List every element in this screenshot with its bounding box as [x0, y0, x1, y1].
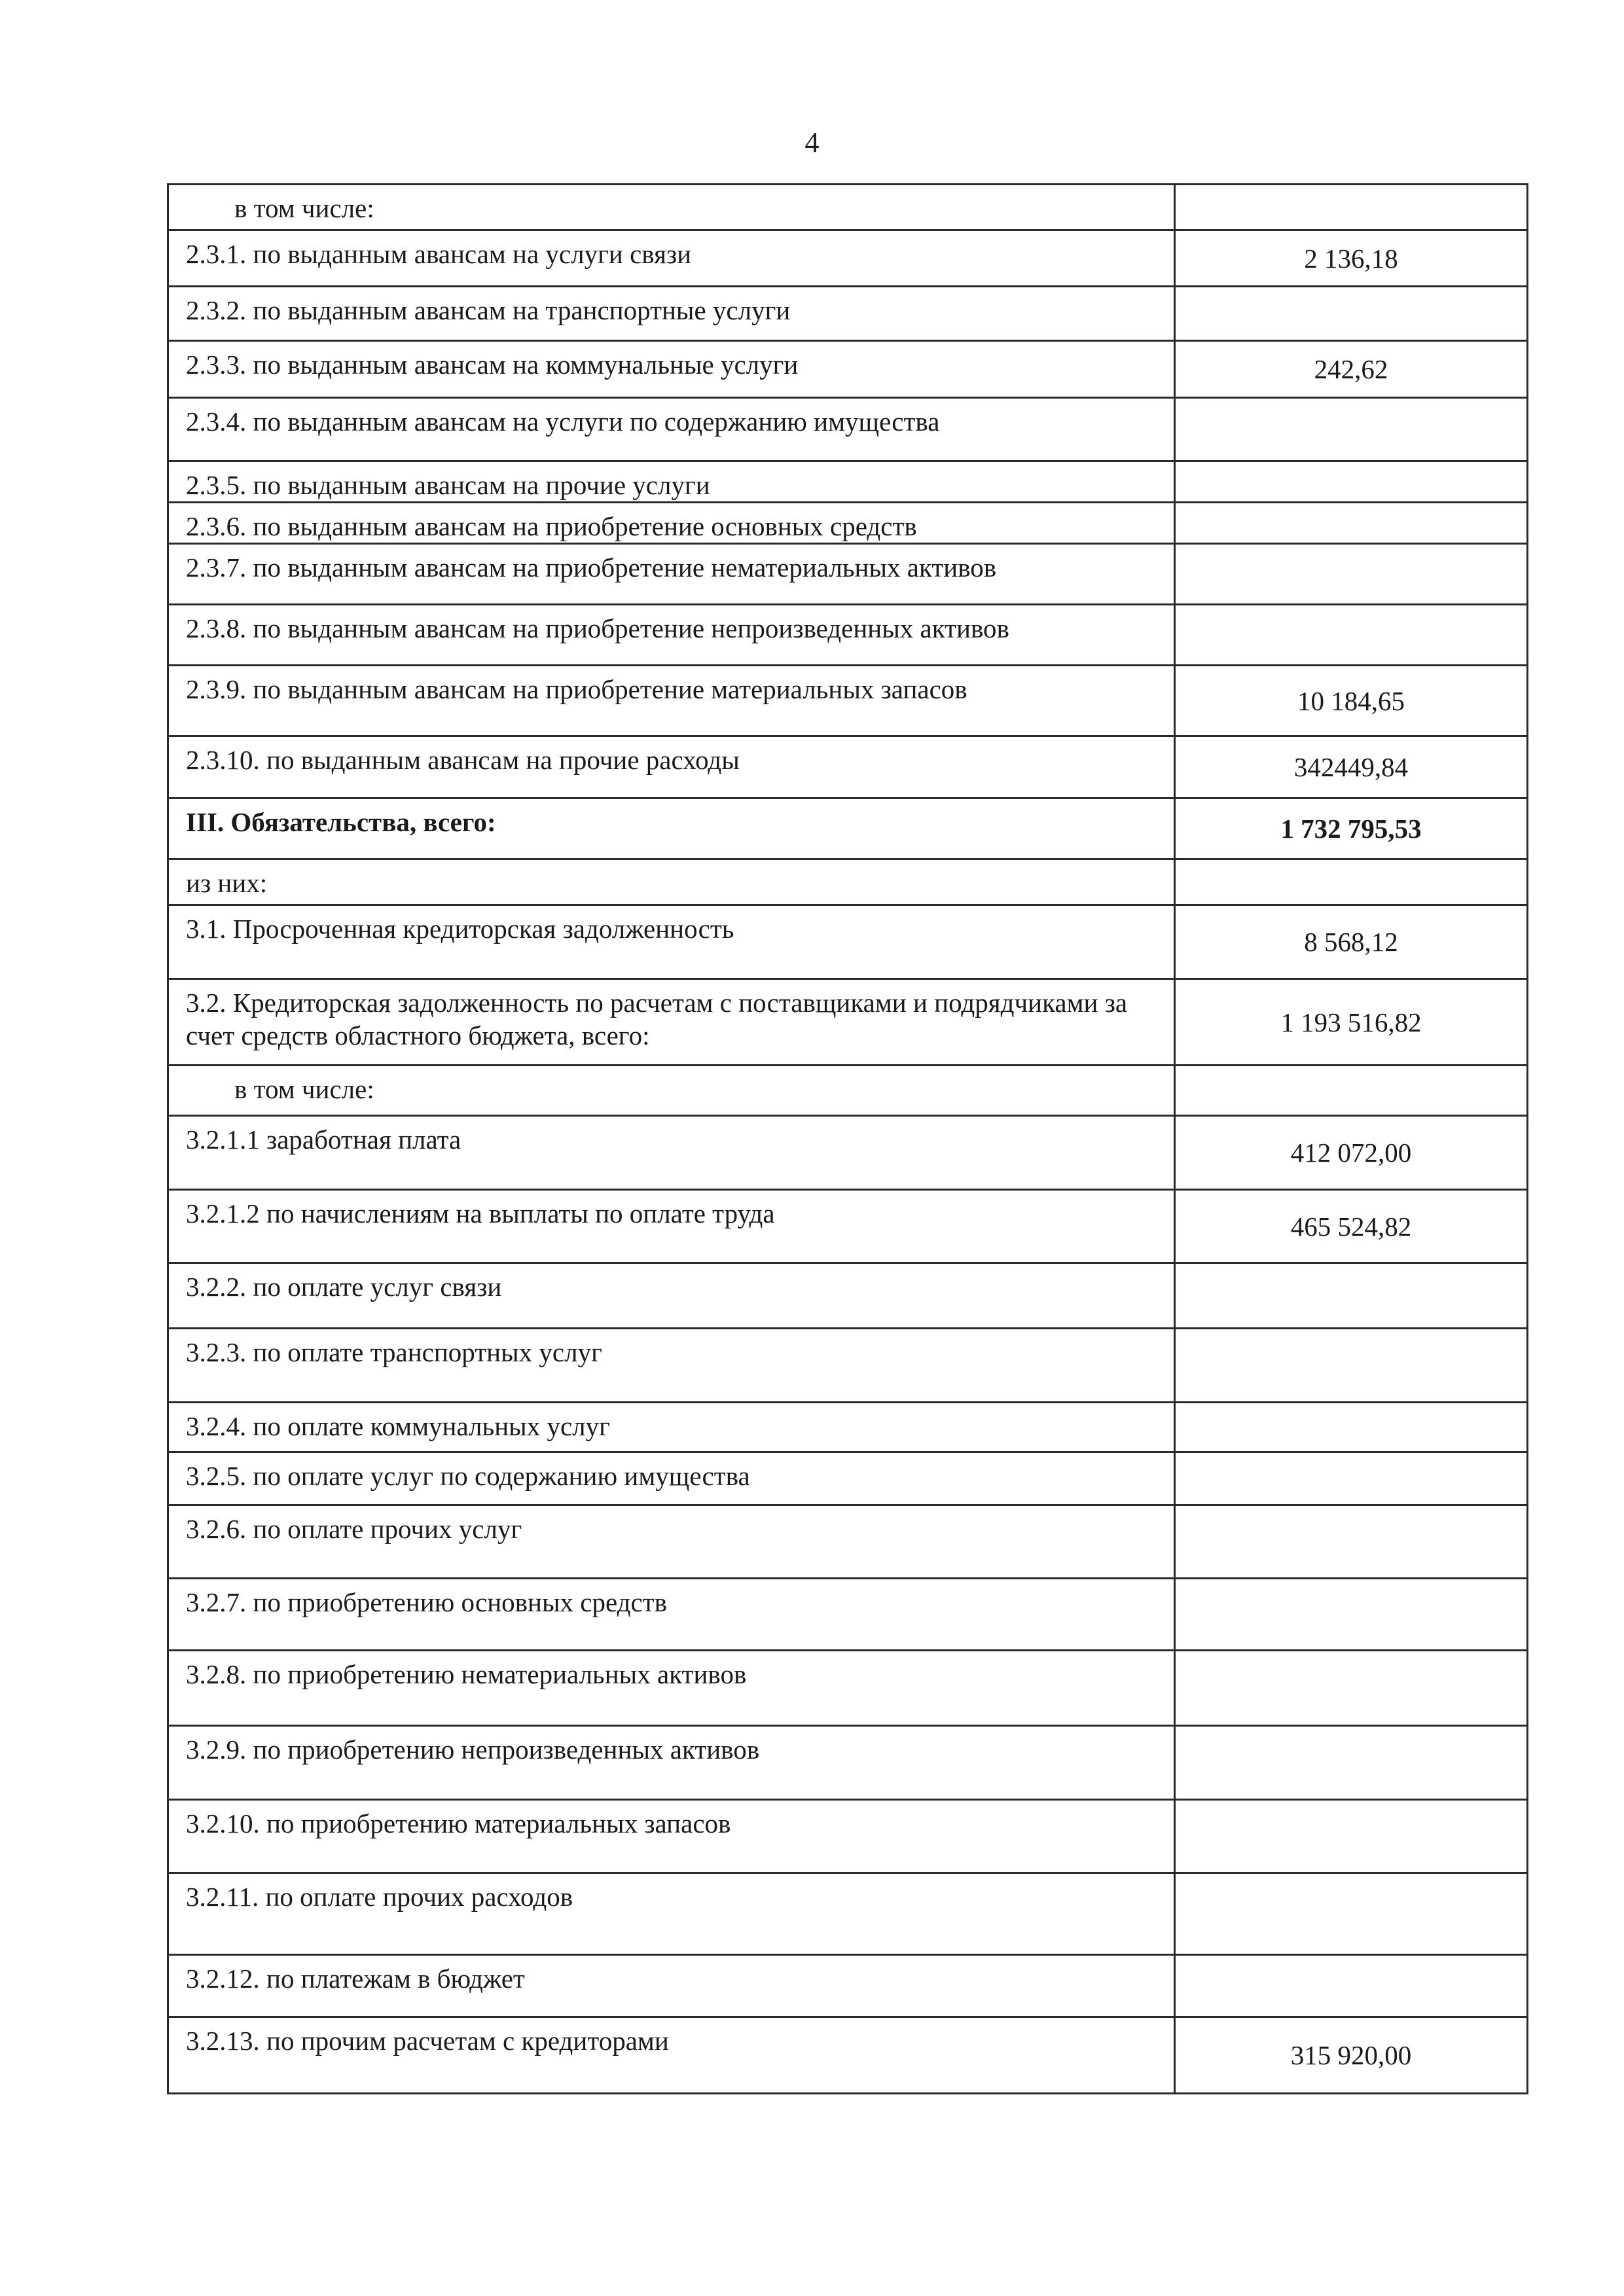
row-label: 2.3.1. по выданным авансам на услуги связи [168, 230, 1175, 287]
row-value: 242,62 [1175, 341, 1528, 398]
table-row [168, 341, 1528, 398]
row-label: 3.2.13. по прочим расчетам с кредиторами [168, 2017, 1175, 2094]
row-label: 3.2.1.2 по начислениям на выплаты по оплате труда [168, 1190, 1175, 1263]
table-row [168, 736, 1528, 798]
row-label: 2.3.2. по выданным авансам на транспортные услуги [168, 287, 1175, 341]
row-value: 8 568,12 [1175, 905, 1528, 979]
table-row [168, 1505, 1528, 1579]
table-row [168, 544, 1528, 605]
row-value [1175, 605, 1528, 666]
table-row [168, 798, 1528, 859]
row-value [1175, 185, 1528, 230]
row-value [1175, 1800, 1528, 1873]
row-value [1175, 287, 1528, 341]
row-value [1175, 1579, 1528, 1651]
row-value: 1 732 795,53 [1175, 798, 1528, 859]
row-label: в том числе: [168, 1066, 1175, 1116]
table-row [168, 1403, 1528, 1452]
table-row [168, 1955, 1528, 2017]
table-row [168, 1263, 1528, 1329]
table-row [168, 230, 1528, 287]
row-label: 3.2.9. по приобретению непроизведенных активов [168, 1726, 1175, 1800]
table-row [168, 1726, 1528, 1800]
row-label: 2.3.4. по выданным авансам на услуги по содержанию имущества [168, 398, 1175, 461]
row-label: 3.2.6. по оплате прочих услуг [168, 1505, 1175, 1579]
row-label: 3.2.2. по оплате услуг связи [168, 1263, 1175, 1329]
row-value [1175, 1452, 1528, 1505]
page-number: 4 [804, 126, 820, 158]
row-label: 2.3.7. по выданным авансам на приобретение нематериальных активов [168, 544, 1175, 605]
row-value [1175, 1726, 1528, 1800]
row-label: 3.2.5. по оплате услуг по содержанию имущества [168, 1452, 1175, 1505]
row-label: 2.3.3. по выданным авансам на коммунальные услуги [168, 341, 1175, 398]
row-label: из них: [168, 859, 1175, 905]
table-row [168, 1651, 1528, 1726]
row-label: в том числе: [168, 185, 1175, 230]
row-label: 3.2.11. по оплате прочих расходов [168, 1873, 1175, 1955]
row-value [1175, 398, 1528, 461]
table-row [168, 503, 1528, 544]
table-row [168, 859, 1528, 905]
row-label: III. Обязательства, всего: [168, 798, 1175, 859]
row-label: 3.2.1.1 заработная плата [168, 1116, 1175, 1190]
row-value: 412 072,00 [1175, 1116, 1528, 1190]
row-value [1175, 1329, 1528, 1403]
table-body [168, 185, 1528, 2094]
table-row [168, 1452, 1528, 1505]
row-label: 2.3.6. по выданным авансам на приобретение основных средств [168, 503, 1175, 544]
row-value: 342449,84 [1175, 736, 1528, 798]
row-value: 10 184,65 [1175, 666, 1528, 736]
row-value [1175, 1873, 1528, 1955]
row-value: 1 193 516,82 [1175, 979, 1528, 1066]
row-value [1175, 1066, 1528, 1116]
row-label: 3.2.12. по платежам в бюджет [168, 1955, 1175, 2017]
row-label: 2.3.10. по выданным авансам на прочие расходы [168, 736, 1175, 798]
row-label: 3.2. Кредиторская задолженность по расчетам с поставщиками и подрядчиками за счет средств областного бюджета, всего: [168, 979, 1175, 1066]
row-label: 3.2.10. по приобретению материальных запасов [168, 1800, 1175, 1873]
table-row [168, 605, 1528, 666]
row-label: 3.2.4. по оплате коммунальных услуг [168, 1403, 1175, 1452]
table-row [168, 1190, 1528, 1263]
table-row [168, 1873, 1528, 1955]
table-row [168, 185, 1528, 230]
row-value [1175, 544, 1528, 605]
row-label: 2.3.5. по выданным авансам на прочие услуги [168, 461, 1175, 503]
table-row [168, 1116, 1528, 1190]
table-row [168, 666, 1528, 736]
table-row [168, 287, 1528, 341]
row-value: 2 136,18 [1175, 230, 1528, 287]
row-label: 3.2.8. по приобретению нематериальных активов [168, 1651, 1175, 1726]
table-row [168, 1066, 1528, 1116]
row-label: 3.1. Просроченная кредиторская задолженность [168, 905, 1175, 979]
table-row [168, 905, 1528, 979]
row-value [1175, 1263, 1528, 1329]
row-value [1175, 1403, 1528, 1452]
row-value [1175, 859, 1528, 905]
table-row [168, 2017, 1528, 2094]
row-value [1175, 1505, 1528, 1579]
row-label: 3.2.7. по приобретению основных средств [168, 1579, 1175, 1651]
row-label: 2.3.8. по выданным авансам на приобретение непроизведенных активов [168, 605, 1175, 666]
table-row [168, 1800, 1528, 1873]
table-row [168, 1329, 1528, 1403]
table-row [168, 461, 1528, 503]
liabilities-table [167, 183, 1528, 2094]
row-value [1175, 503, 1528, 544]
row-label: 3.2.3. по оплате транспортных услуг [168, 1329, 1175, 1403]
row-value: 465 524,82 [1175, 1190, 1528, 1263]
row-value [1175, 461, 1528, 503]
row-value [1175, 1651, 1528, 1726]
row-value: 315 920,00 [1175, 2017, 1528, 2094]
table-row [168, 979, 1528, 1066]
table-row [168, 1579, 1528, 1651]
table-row [168, 398, 1528, 461]
row-label: 2.3.9. по выданным авансам на приобретение материальных запасов [168, 666, 1175, 736]
row-value [1175, 1955, 1528, 2017]
